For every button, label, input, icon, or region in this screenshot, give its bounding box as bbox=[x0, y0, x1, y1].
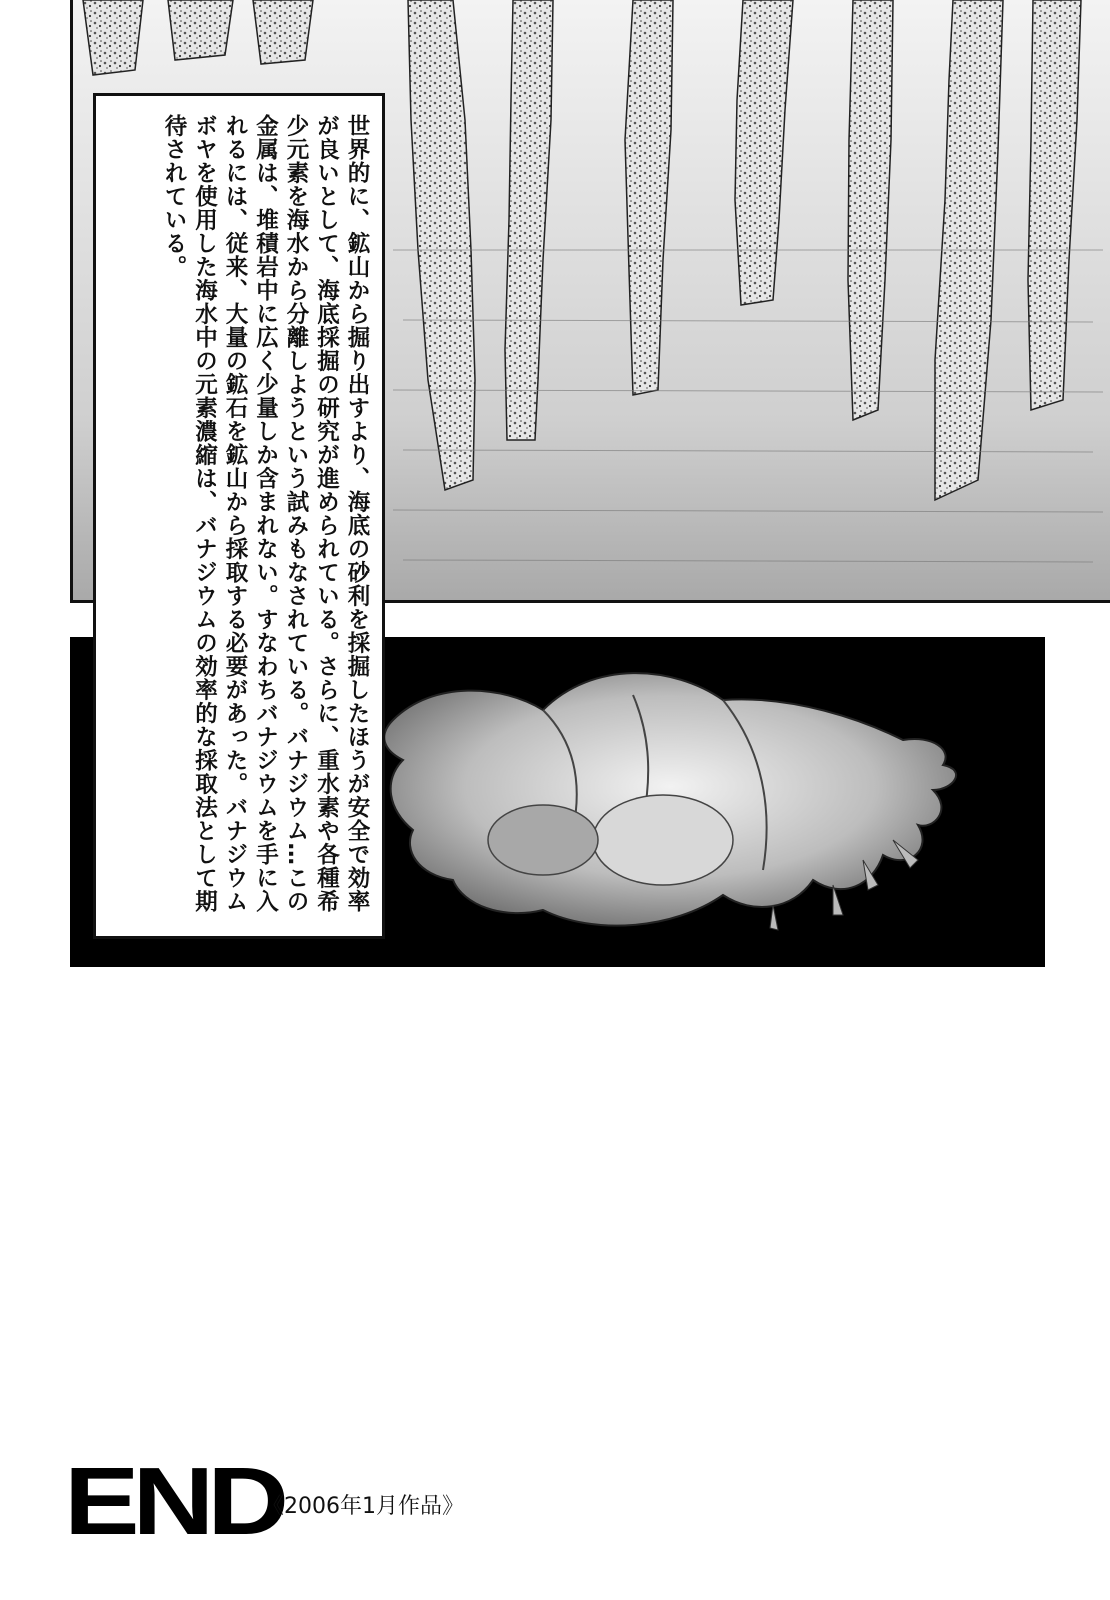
date-note: 《2006年1月作品》 bbox=[262, 1494, 464, 1519]
narration-text: 世界的に、鉱山から掘り出すより、海底の砂利を採掘したほうが安全で効率が良いとして、海底採掘の研究が進められている。さらに、重水素や各種希少元素を海水から分離しようという試みもなされている。バナジウム…この金属は、堆積岩中に広く少量しか含まれない。すなわちバナジウムを手に入れるには、従来、大量の鉱石を鉱山から採取する必要があった。バナジウムボヤを使用した海水中の元素濃縮は、バナジウムの効率的な採取法として期待されている。 bbox=[161, 114, 370, 913]
end-mark: END bbox=[64, 1448, 282, 1555]
narration-box bbox=[93, 93, 385, 939]
